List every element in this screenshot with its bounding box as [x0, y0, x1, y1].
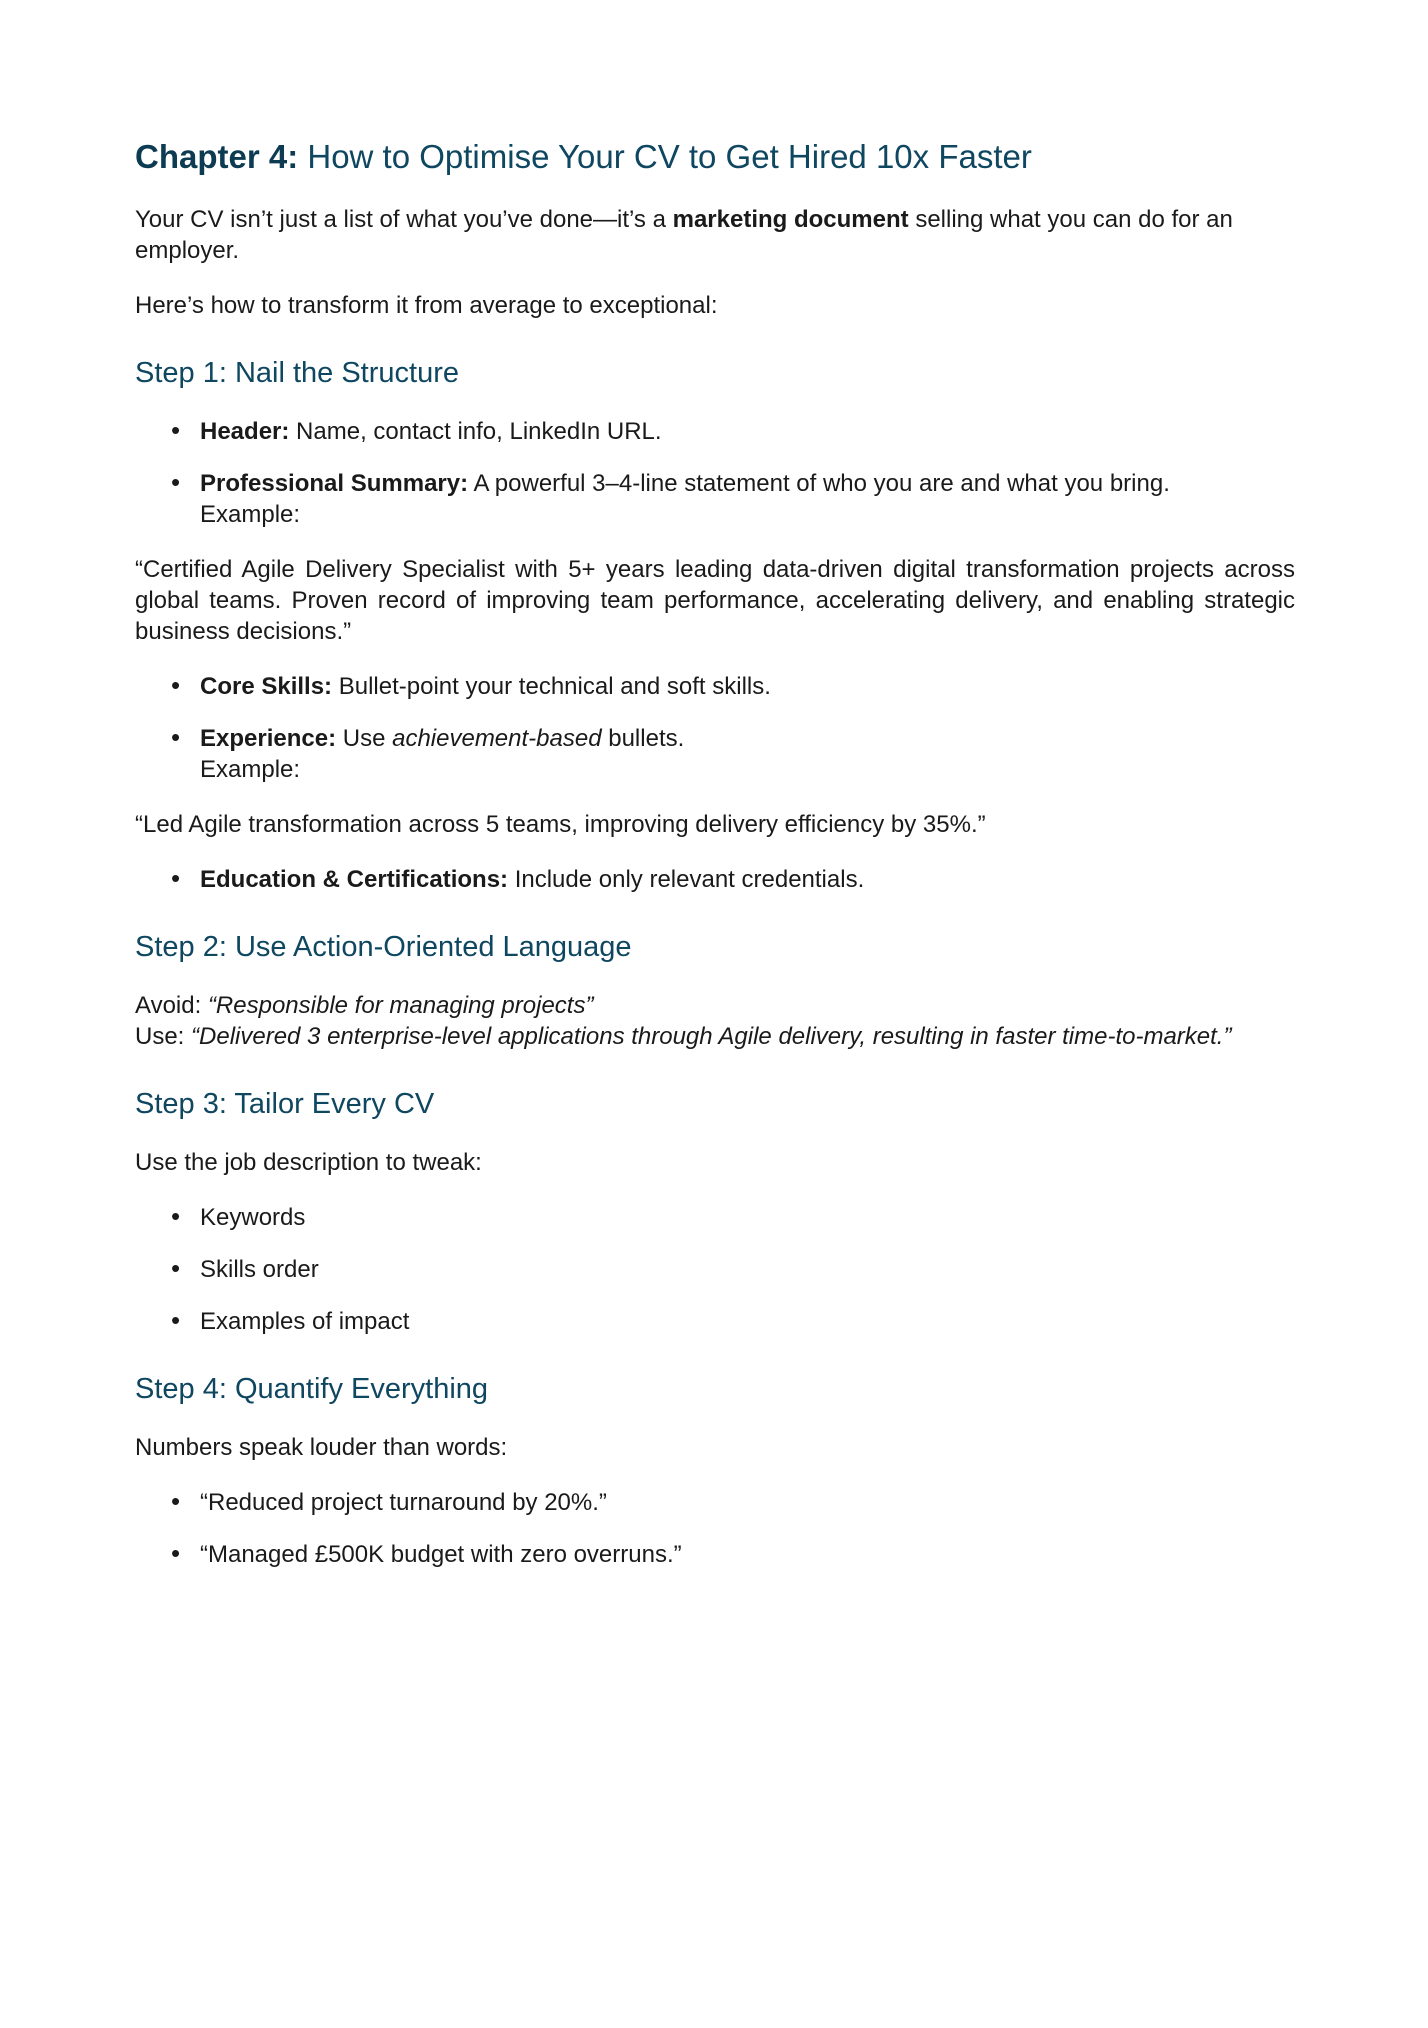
bullet-item-examples-of-impact: • Examples of impact	[135, 1306, 1295, 1337]
step-2-heading: Step 2: Use Action-Oriented Language	[135, 931, 632, 963]
bullet-item-core-skills	[135, 671, 1295, 702]
step-3-bullet-list	[135, 1202, 1295, 1337]
chapter-number: Chapter 4:	[135, 138, 299, 175]
chapter-heading	[135, 136, 1295, 178]
example-quote-summary: “Certified Agile Delivery Specialist with 5+ years leading data-driven digital transformation projects across global teams. Proven record of improving team performance, accelerating delivery, and enabling strategic business decisions.”	[135, 556, 1295, 645]
step-1-bullet-list-a	[135, 416, 1295, 530]
bullet-item-managed-budget: • “Managed £500K budget with zero overruns.”	[135, 1539, 1295, 1570]
step-3-heading: Step 3: Tailor Every CV	[135, 1088, 435, 1120]
bullet-item-reduced-turnaround: • “Reduced project turnaround by 20%.”	[135, 1487, 1295, 1518]
bullet-item-header	[135, 416, 1295, 447]
bullet-label: Professional Summary:	[200, 470, 469, 497]
chapter-title: How to Optimise Your CV to Get Hired 10x Faster	[298, 138, 1032, 175]
step-3-lead: Use the job description to tweak:	[135, 1149, 482, 1176]
bullet-label: Header:	[200, 418, 290, 445]
bullet-item-education	[135, 864, 1295, 895]
intro-paragraph-1	[135, 204, 1295, 266]
bullet-item-professional-summary	[135, 468, 1295, 530]
bullet-item-experience	[135, 723, 1295, 785]
step-4-lead: Numbers speak louder than words:	[135, 1434, 508, 1461]
step-4-heading: Step 4: Quantify Everything	[135, 1373, 489, 1405]
step-1-bullet-list-c	[135, 864, 1295, 895]
intro-paragraph-2: Here’s how to transform it from average to exceptional:	[135, 292, 718, 319]
bullet-example-label: Example:	[200, 501, 301, 528]
step-4-bullet-list	[135, 1487, 1295, 1570]
avoid-label: Avoid:	[135, 992, 208, 1019]
bullet-italic-phrase: achievement-based	[392, 725, 602, 752]
intro-text-post: selling what you can do for an employer.	[135, 206, 1233, 264]
bullet-text-post: bullets.	[601, 725, 685, 752]
step-1-bullet-list-b	[135, 671, 1295, 785]
bullet-text: Bullet-point your technical and soft skills.	[332, 673, 771, 700]
intro-bold-phrase: marketing document	[672, 206, 909, 233]
bullet-text: A powerful 3–4-line statement of who you are and what you bring.	[468, 470, 1170, 497]
bullet-text: Include only relevant credentials.	[508, 866, 865, 893]
use-quote: “Delivered 3 enterprise-level applications through Agile delivery, resulting in faster time-to-market.”	[191, 1023, 1232, 1050]
use-label: Use:	[135, 1023, 192, 1050]
example-quote-experience: “Led Agile transformation across 5 teams, improving delivery efficiency by 35%.”	[135, 811, 986, 838]
bullet-label: Education & Certifications:	[200, 866, 509, 893]
avoid-use-paragraph	[135, 990, 1295, 1052]
bullet-label: Core Skills:	[200, 673, 333, 700]
bullet-text-pre: Use	[336, 725, 393, 752]
bullet-text: Name, contact info, LinkedIn URL.	[289, 418, 662, 445]
avoid-quote: “Responsible for managing projects”	[207, 992, 594, 1019]
step-1-heading: Step 1: Nail the Structure	[135, 357, 459, 389]
intro-text-pre: Your CV isn’t just a list of what you’ve done—it’s a	[135, 206, 673, 233]
bullet-example-label: Example:	[200, 756, 301, 783]
bullet-item-keywords: • Keywords	[135, 1202, 1295, 1233]
bullet-label: Experience:	[200, 725, 337, 752]
bullet-item-skills-order: • Skills order	[135, 1254, 1295, 1285]
